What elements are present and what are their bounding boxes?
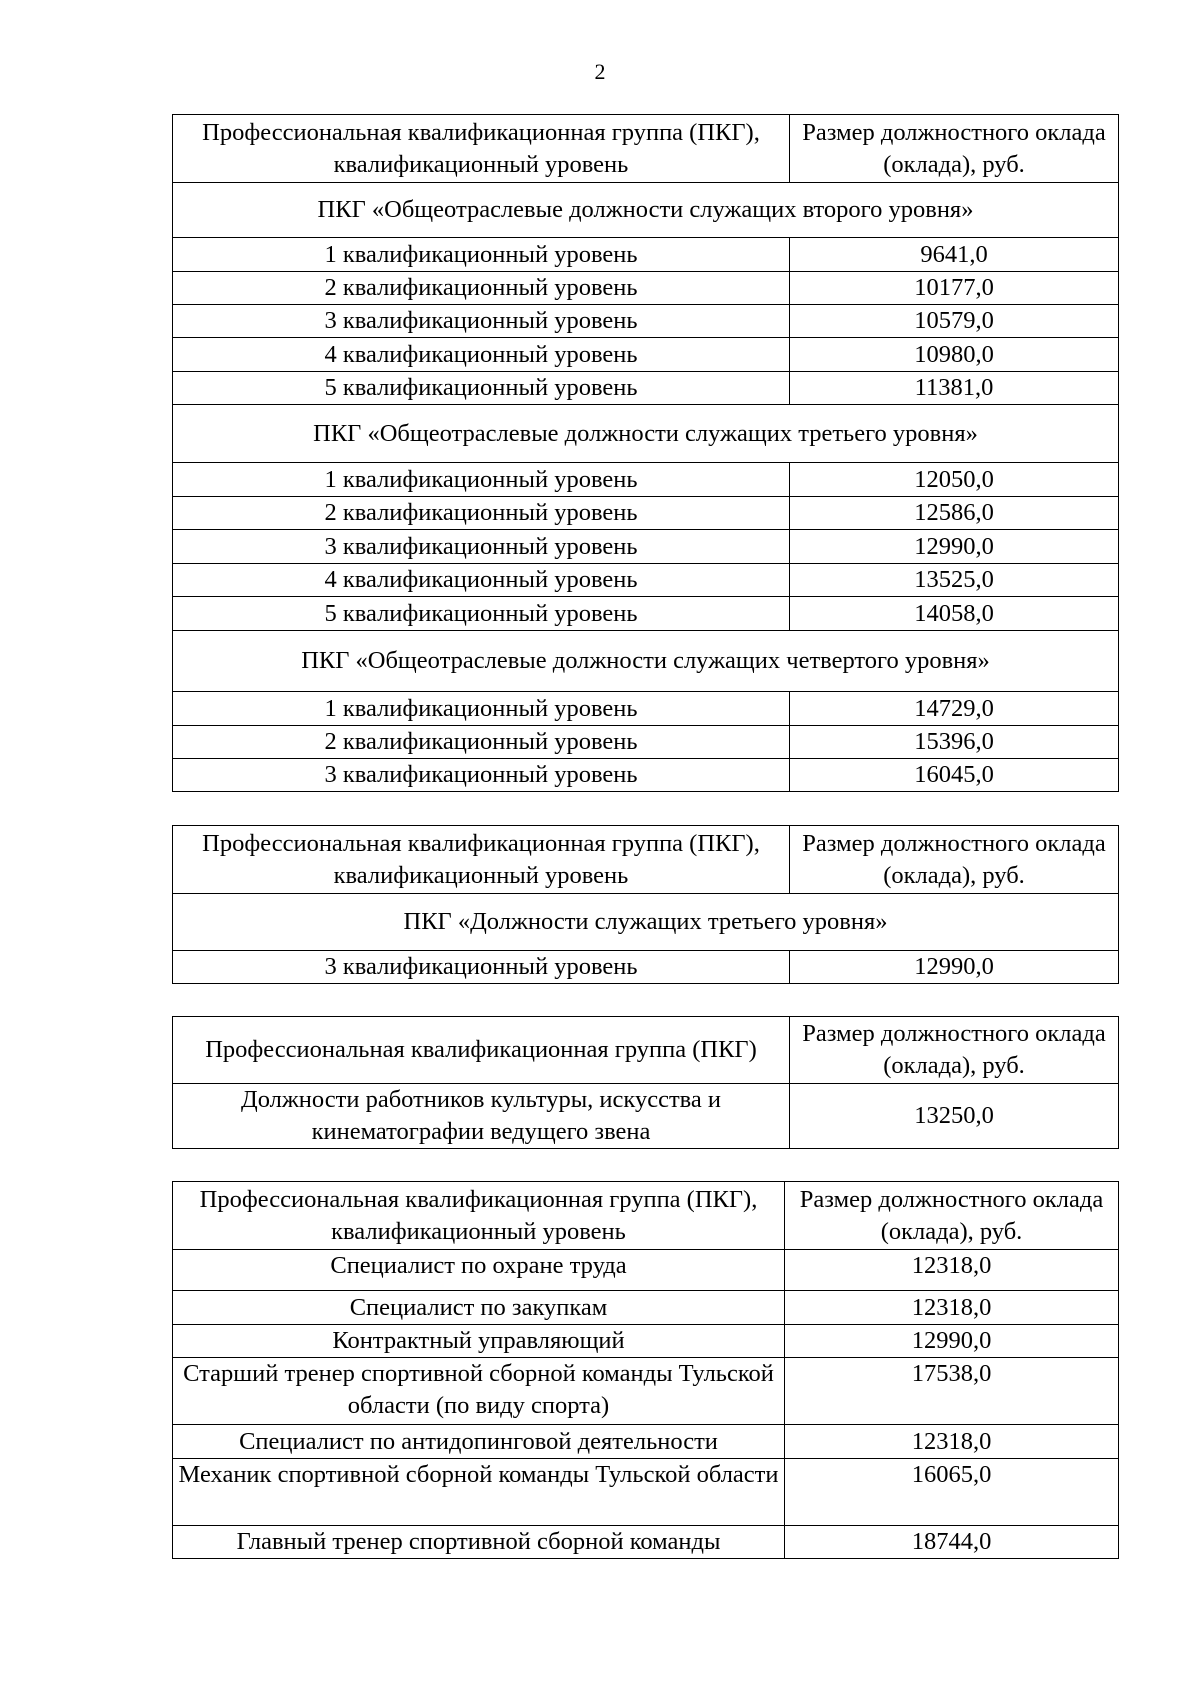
table-row — [173, 1425, 1119, 1459]
header-salary-column: Размер должностного оклада (оклада), руб. — [790, 826, 1119, 894]
group-title: ПКГ «Общеотраслевые должности служащих второго уровня» — [173, 183, 1119, 238]
table-row — [173, 272, 1119, 305]
table-header-row — [173, 115, 1119, 183]
header-group-column: Профессиональная квалификационная группа (ПКГ) — [173, 1017, 790, 1084]
table-header-row — [173, 1017, 1119, 1084]
level-cell: 2 квалификационный уровень — [173, 497, 790, 530]
salary-cell: 12050,0 — [790, 463, 1119, 497]
group-title-row — [173, 894, 1119, 951]
table-row — [173, 759, 1119, 792]
group-title-row — [173, 183, 1119, 238]
position-cell: Старший тренер спортивной сборной команды Тульской области (по виду спорта) — [173, 1358, 785, 1425]
table-row — [173, 1459, 1119, 1526]
salary-cell: 12990,0 — [790, 951, 1119, 984]
table-row — [173, 1084, 1119, 1149]
salary-cell: 10980,0 — [790, 338, 1119, 372]
table-row — [173, 372, 1119, 405]
salary-cell: 12318,0 — [785, 1291, 1119, 1325]
salary-cell: 17538,0 — [785, 1358, 1119, 1425]
position-cell: Специалист по охране труда — [173, 1250, 785, 1291]
group-title-row — [173, 405, 1119, 463]
table-row — [173, 726, 1119, 759]
position-cell: Механик спортивной сборной команды Тульской области — [173, 1459, 785, 1526]
level-cell: 5 квалификационный уровень — [173, 372, 790, 405]
level-cell: 4 квалификационный уровень — [173, 564, 790, 597]
table-row — [173, 338, 1119, 372]
level-cell: 3 квалификационный уровень — [173, 305, 790, 338]
table-row — [173, 1250, 1119, 1291]
salary-cell: 14729,0 — [790, 692, 1119, 726]
table-row — [173, 463, 1119, 497]
position-cell: Специалист по антидопинговой деятельности — [173, 1425, 785, 1459]
salary-table-specialists — [172, 1181, 1119, 1559]
table-row — [173, 1358, 1119, 1425]
header-group-column: Профессиональная квалификационная группа (ПКГ), квалификационный уровень — [173, 1182, 785, 1250]
table-header-row — [173, 826, 1119, 894]
level-cell: 1 квалификационный уровень — [173, 463, 790, 497]
salary-table-general-positions — [172, 114, 1119, 792]
header-salary-column: Размер должностного оклада (оклада), руб. — [790, 1017, 1119, 1084]
table-row — [173, 530, 1119, 564]
salary-cell: 12990,0 — [790, 530, 1119, 564]
level-cell: 2 квалификационный уровень — [173, 726, 790, 759]
table-row — [173, 1526, 1119, 1559]
salary-cell: 12318,0 — [785, 1425, 1119, 1459]
table-row — [173, 1291, 1119, 1325]
level-cell: 3 квалификационный уровень — [173, 759, 790, 792]
table-row — [173, 305, 1119, 338]
table-row — [173, 238, 1119, 272]
salary-cell: 11381,0 — [790, 372, 1119, 405]
salary-cell: 12318,0 — [785, 1250, 1119, 1291]
level-cell: 4 квалификационный уровень — [173, 338, 790, 372]
level-cell: 5 квалификационный уровень — [173, 597, 790, 631]
salary-cell: 10177,0 — [790, 272, 1119, 305]
level-cell: 3 квалификационный уровень — [173, 951, 790, 984]
table-header-row — [173, 1182, 1119, 1250]
salary-cell: 16045,0 — [790, 759, 1119, 792]
header-group-column: Профессиональная квалификационная группа (ПКГ), квалификационный уровень — [173, 115, 790, 183]
group-title-row — [173, 631, 1119, 692]
table-row — [173, 597, 1119, 631]
position-cell: Главный тренер спортивной сборной команды — [173, 1526, 785, 1559]
group-title: ПКГ «Должности служащих третьего уровня» — [173, 894, 1119, 951]
salary-cell: 10579,0 — [790, 305, 1119, 338]
group-title: ПКГ «Общеотраслевые должности служащих четвертого уровня» — [173, 631, 1119, 692]
table-row — [173, 1325, 1119, 1358]
position-cell: Специалист по закупкам — [173, 1291, 785, 1325]
salary-cell: 9641,0 — [790, 238, 1119, 272]
group-title: ПКГ «Общеотраслевые должности служащих третьего уровня» — [173, 405, 1119, 463]
salary-table-third-level — [172, 825, 1119, 984]
salary-cell: 12990,0 — [785, 1325, 1119, 1358]
level-cell: 1 квалификационный уровень — [173, 238, 790, 272]
page-number: 2 — [594, 59, 606, 84]
salary-cell: 12586,0 — [790, 497, 1119, 530]
table-row — [173, 564, 1119, 597]
position-cell: Должности работников культуры, искусства и кинематографии ведущего звена — [173, 1084, 790, 1149]
salary-cell: 14058,0 — [790, 597, 1119, 631]
level-cell: 3 квалификационный уровень — [173, 530, 790, 564]
header-salary-column: Размер должностного оклада (оклада), руб. — [790, 115, 1119, 183]
salary-table-culture — [172, 1016, 1119, 1149]
header-salary-column: Размер должностного оклада (оклада), руб. — [785, 1182, 1119, 1250]
salary-cell: 13525,0 — [790, 564, 1119, 597]
level-cell: 2 квалификационный уровень — [173, 272, 790, 305]
salary-cell: 18744,0 — [785, 1526, 1119, 1559]
table-row — [173, 951, 1119, 984]
level-cell: 1 квалификационный уровень — [173, 692, 790, 726]
table-row — [173, 692, 1119, 726]
position-cell: Контрактный управляющий — [173, 1325, 785, 1358]
salary-cell: 16065,0 — [785, 1459, 1119, 1526]
salary-cell: 13250,0 — [790, 1084, 1119, 1149]
table-row — [173, 497, 1119, 530]
header-group-column: Профессиональная квалификационная группа (ПКГ), квалификационный уровень — [173, 826, 790, 894]
salary-cell: 15396,0 — [790, 726, 1119, 759]
